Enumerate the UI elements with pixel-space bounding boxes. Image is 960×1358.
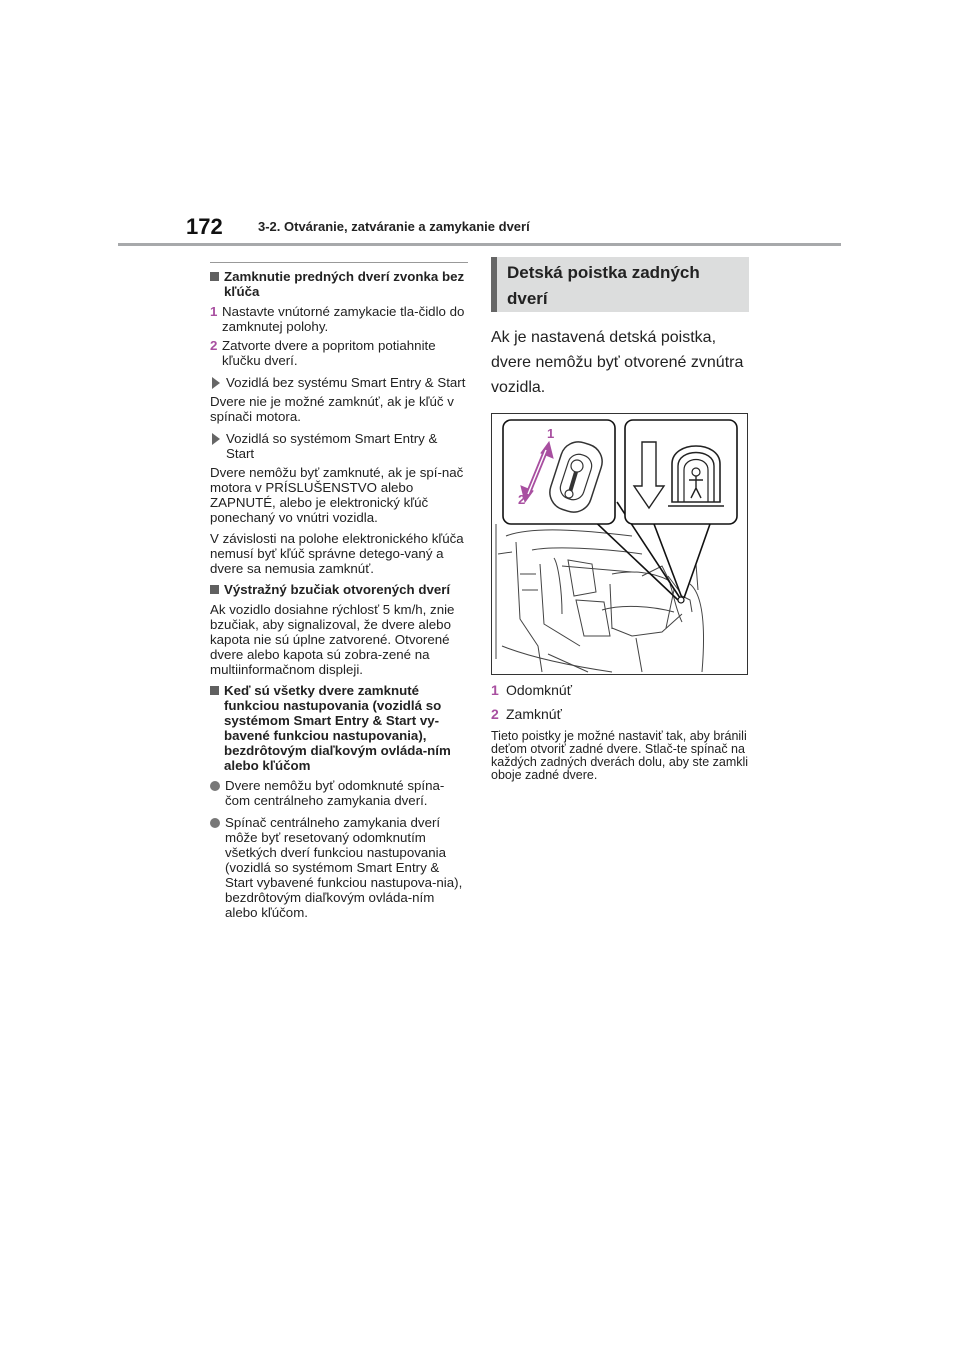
subheading-text: Keď sú všetky dvere zamknuté funkciou nastupovania (vozidlá so systémom Smart Entry & Start vy-bavené funkciou nastupovania), bezdrôtovým diaľkovým ovláda-ním alebo kľúčom [224, 683, 451, 773]
page-number: 172 [186, 214, 223, 239]
circle-bullet-icon [210, 781, 220, 791]
bullet-text: Spínač centrálneho zamykania dverí môže byť resetovaný odomknutím všetkých dverí funkciou nastupovania (vozidlá so systémom Smart Entry & Start vybavené funkciou nastupova-nia), bezdrôtovým diaľkovým ovláda-ním alebo kľúčom. [225, 815, 463, 920]
variant-no-smart-entry [210, 375, 468, 390]
variant-text: Vozidlá bez systému Smart Entry & Start [226, 375, 466, 390]
subheading-text: Výstražný bzučiak otvorených dverí [224, 582, 451, 597]
square-bullet-icon [210, 686, 219, 695]
figure-label-lock: 2 [518, 492, 526, 507]
step-text: Zatvorte dvere a popritom potiahnite kľučku dverí. [222, 338, 436, 368]
triangle-bullet-icon [212, 377, 220, 389]
legend-item [491, 706, 749, 722]
paragraph: V závislosti na polohe elektronického kľúča nemusí byť kľúč správne detego-vaný a dvere sa nemusia zamknúť. [210, 531, 464, 576]
legend-number: 1 [491, 682, 499, 698]
step-item [210, 304, 468, 334]
bullet-item [210, 778, 468, 808]
intro-paragraph: Ak je nastavená detská poistka, dvere nemôžu byť otvorené zvnútra vozidla. [491, 329, 744, 396]
paragraph: Ak vozidlo dosiahne rýchlosť 5 km/h, znie bzučiak, aby signalizoval, že dvere alebo kapota nie sú úplne zatvorené. Otvorené dvere alebo kapota sú zobra-zené na multiinformačnom displeji. [210, 602, 455, 677]
variant-text: Vozidlá so systémom Smart Entry & Start [226, 431, 438, 461]
triangle-bullet-icon [212, 433, 220, 445]
subheading-lock-front [210, 269, 468, 299]
bullet-text: Dvere nemôžu byť odomknuté spína-čom centrálneho zamykania dverí. [225, 778, 445, 808]
note-paragraph: Tieto poistky je možné nastaviť tak, aby bránili deťom otvoriť zadné dvere. Stlač-te spínač na každých zadných dverách dolu, aby ste zamkli oboje zadné dvere. [491, 729, 749, 782]
legend-item [491, 682, 749, 698]
header-rule [118, 243, 841, 246]
subheading-door-buzzer [210, 582, 468, 597]
legend-text: Odomknúť [506, 682, 572, 698]
figure-legend [491, 682, 749, 722]
step-number: 2 [210, 338, 218, 353]
section-title: Detská poistka zadných dverí [491, 257, 749, 312]
square-bullet-icon [210, 585, 219, 594]
right-column [491, 257, 749, 782]
bullet-item [210, 815, 468, 920]
legend-number: 2 [491, 706, 499, 722]
section-rule [210, 262, 468, 263]
square-bullet-icon [210, 272, 219, 281]
figure-label-unlock: 1 [547, 426, 555, 441]
step-number: 1 [210, 304, 218, 319]
step-item [210, 338, 468, 368]
paragraph: Dvere nemôžu byť zamknuté, ak je spí-nač motora v PRÍSLUŠENSTVO alebo ZAPNUTÉ, alebo je elektronický kľúč ponechaný vo vnútri vozidla. [210, 465, 464, 525]
circle-bullet-icon [210, 818, 220, 828]
left-column [210, 262, 468, 927]
child-lock-illustration [491, 413, 748, 675]
legend-text: Zamknúť [506, 706, 562, 722]
child-lock-diagram [492, 414, 747, 674]
step-text: Nastavte vnútorné zamykacie tla-čidlo do zamknutej polohy. [222, 304, 465, 334]
subheading-text: Zamknutie predných dverí zvonka bez kľúča [224, 269, 465, 299]
variant-smart-entry [210, 431, 468, 461]
paragraph: Dvere nie je možné zamknúť, ak je kľúč v spínači motora. [210, 394, 454, 424]
subheading-all-locked [210, 683, 468, 773]
chapter-title: 3-2. Otváranie, zatváranie a zamykanie dverí [258, 219, 530, 234]
